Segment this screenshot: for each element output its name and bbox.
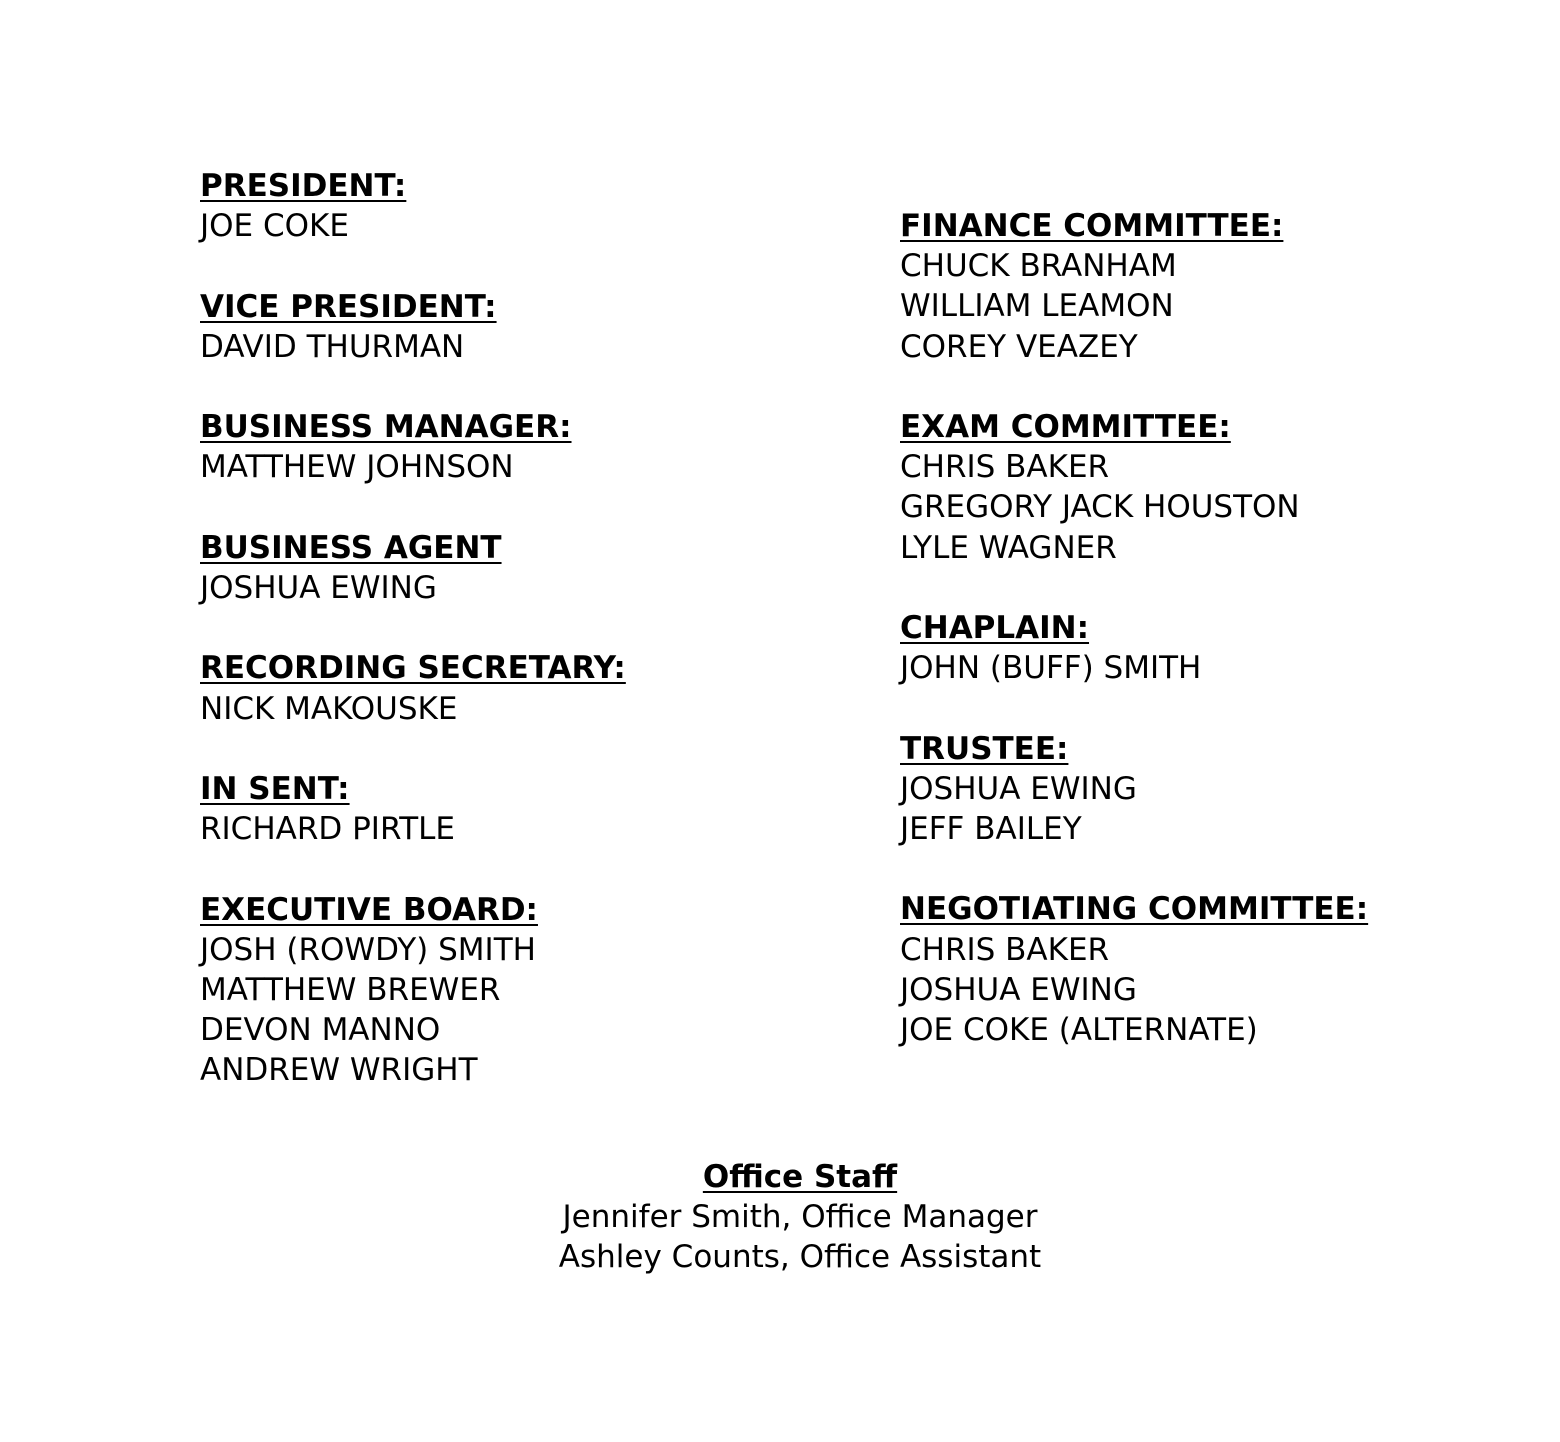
officer-name: JOE COKE	[200, 208, 349, 245]
section-president	[200, 166, 840, 246]
member-name: DEVON MANNO	[200, 1012, 441, 1049]
section-in-sent	[200, 769, 840, 849]
section-heading: PRESIDENT:	[200, 168, 407, 204]
officer-name: DAVID THURMAN	[200, 328, 465, 365]
member-name: ANDREW WRIGHT	[200, 1052, 478, 1089]
member-name: JEFF BAILEY	[900, 811, 1082, 847]
member-name: JOSH (ROWDY) SMITH	[200, 931, 536, 968]
section-negotiating-committee	[900, 889, 1540, 1050]
office-staff-heading: Office Staff	[702, 1159, 898, 1195]
member-name: WILLIAM LEAMON	[900, 288, 1174, 325]
officer-name: JOSHUA EWING	[200, 569, 437, 606]
section-heading: CHAPLAIN:	[900, 610, 1090, 646]
member-name: LYLE WAGNER	[900, 529, 1117, 566]
section-finance-committee	[900, 206, 1540, 367]
office-staff-section	[0, 1157, 1560, 1278]
member-name: CHRIS BAKER	[900, 449, 1110, 486]
section-recording-secretary	[200, 648, 840, 728]
section-heading: VICE PRESIDENT:	[200, 288, 497, 325]
member-name: GREGORY JACK HOUSTON	[900, 489, 1300, 526]
section-heading: FINANCE COMMITTEE:	[900, 208, 1284, 244]
section-chaplain	[900, 608, 1540, 688]
section-heading: IN SENT:	[200, 770, 350, 807]
section-heading: EXECUTIVE BOARD:	[200, 891, 538, 928]
left-column	[200, 166, 840, 1131]
member-name: JOSHUA EWING	[900, 770, 1137, 807]
section-vice-president	[200, 287, 840, 367]
officer-name: NICK MAKOUSKE	[200, 690, 458, 727]
member-name: MATTHEW BREWER	[200, 971, 501, 1008]
section-heading: NEGOTIATING COMMITTEE:	[900, 891, 1369, 928]
staff-member: Jennifer Smith, Office Manager	[562, 1199, 1038, 1236]
member-name: JOSHUA EWING	[900, 971, 1137, 1008]
officer-name: MATTHEW JOHNSON	[200, 449, 514, 486]
officer-name: JOHN (BUFF) SMITH	[900, 650, 1202, 687]
member-name: CHRIS BAKER	[900, 931, 1110, 968]
section-business-manager	[200, 407, 840, 487]
staff-member: Ashley Counts, Office Assistant	[558, 1239, 1042, 1276]
right-column	[900, 206, 1540, 1090]
section-heading: EXAM COMMITTEE:	[900, 409, 1231, 445]
section-trustee	[900, 729, 1540, 850]
section-exam-committee	[900, 407, 1540, 568]
section-heading: RECORDING SECRETARY:	[200, 650, 626, 687]
member-name: CHUCK BRANHAM	[900, 248, 1177, 285]
member-name: JOE COKE (ALTERNATE)	[900, 1012, 1258, 1048]
member-name: COREY VEAZEY	[900, 328, 1138, 365]
section-business-agent	[200, 528, 840, 608]
section-heading: BUSINESS MANAGER:	[200, 409, 572, 446]
section-heading: TRUSTEE:	[900, 730, 1069, 767]
section-heading: BUSINESS AGENT	[200, 529, 502, 566]
section-executive-board	[200, 890, 840, 1091]
officer-name: RICHARD PIRTLE	[200, 811, 456, 848]
